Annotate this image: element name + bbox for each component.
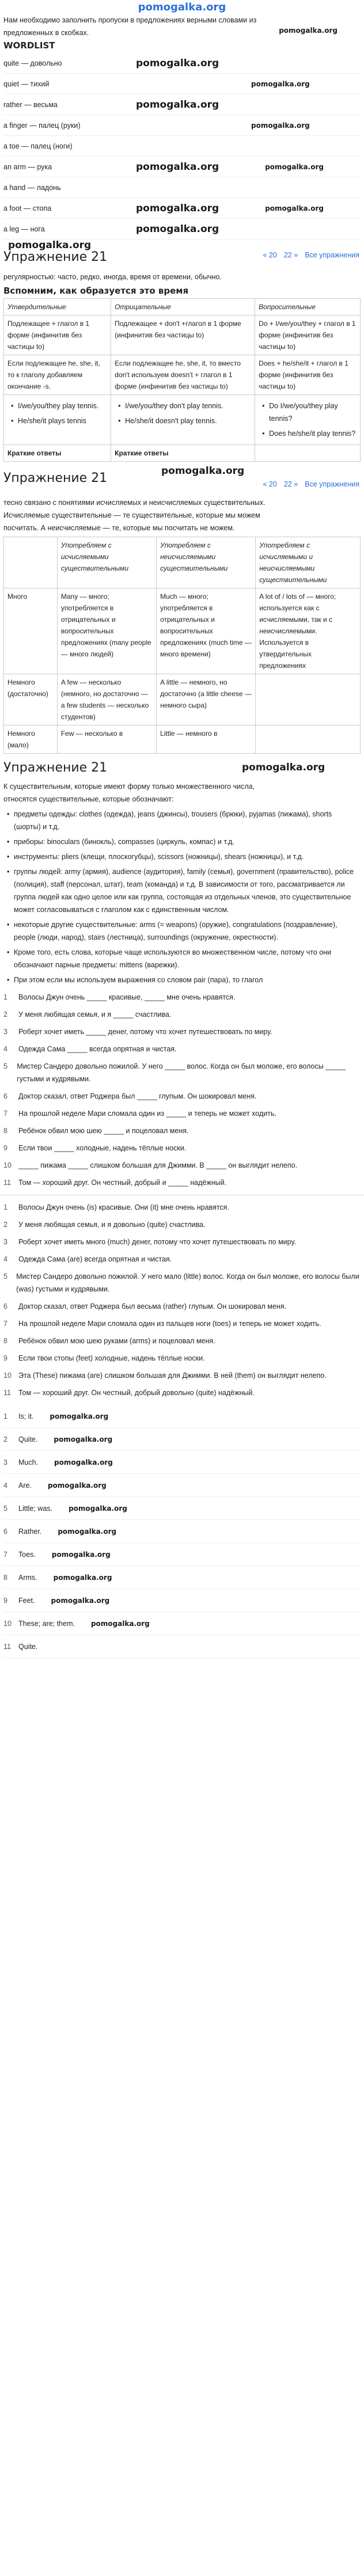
list-item: 7 На прошлой неделе Мари сломала один из пальцев ноги (toes) и теперь не может ходить.	[3, 1315, 361, 1332]
bullet-item: • группы людей: army (армия), audience (аудитория), family (семья), government (правительство), police (полиция), staff (персонал, штат), team (команда) и т.д. В зависимости от того, рассматривается ли группа людей как одно целое или как группа, состоящая из отдельных членов, это существительное может согласовываться с глаголом как с единственным числом.	[3, 865, 361, 916]
rule-text: регулярностью: часто, редко, иногда, время от времени, обычно.	[3, 273, 222, 281]
word-label: rather — весьма	[3, 100, 58, 109]
list-item: 8 Ребёнок обвил мою шею руками (arms) и поцеловал меня.	[3, 1332, 361, 1350]
list-item	[3, 94, 361, 115]
table-row	[4, 674, 361, 725]
watermark: pomogalka.org	[50, 1412, 109, 1420]
intro	[0, 14, 364, 51]
pager	[263, 480, 360, 488]
word-label: quite — довольно	[3, 59, 62, 67]
all-exercises-link[interactable]: Все упражнения	[305, 480, 359, 488]
sentence: На прошлой неделе Мари сломала один из _____ и теперь не может ходить.	[18, 1110, 276, 1118]
table-row	[4, 316, 361, 355]
site-logo: pomogalka.org	[138, 1, 226, 13]
table-cell: Many — много; употребляется в отрицательных и вопросительных предложениях (many people — много людей)	[57, 588, 156, 674]
table-cell: Does + he/she/it + глагол в 1 форме (инфинитив без частицы to)	[255, 355, 361, 395]
pager	[263, 251, 360, 259]
watermark: pomogalka.org	[54, 1435, 113, 1443]
bullet-item: • инструменты: pliers (клещи, плоскогубцы), scissors (ножницы), shears (ножницы), и т.д.	[3, 850, 361, 863]
rule-section-1	[0, 271, 364, 462]
watermark: pomogalka.org	[279, 26, 338, 35]
sentence: Мистер Сандеро довольно пожилой. У него мало (little) волос. Когда он был моложе, его волосы были (was) густыми и кудрявыми.	[16, 1272, 359, 1293]
list-item: 9 Если твои стопы (feet) холодные, надень тёплые носки.	[3, 1350, 361, 1367]
table-row	[4, 725, 361, 754]
answer: Is; it.	[18, 1412, 34, 1420]
example: • Do I/we/you/they play tennis?	[259, 400, 357, 425]
table-cell	[111, 395, 255, 445]
list-item	[3, 74, 361, 94]
rule-text: Исчисляемые существительные — те существительные, которые мы можем	[3, 511, 260, 519]
list-item	[3, 53, 361, 74]
answer-item: 9 Feet. pomogalka.org	[3, 1589, 361, 1612]
watermark: pomogalka.org	[69, 1504, 127, 1513]
answer-item: 6 Rather. pomogalka.org	[3, 1520, 361, 1543]
bullet-item: • предметы одежды: clothes (одежда), jeans (джинсы), trousers (брюки), pyjamas (пижама), shorts (шорты) и т.д.	[3, 808, 361, 833]
sentence: Если твои _____ холодные, надень тёплые носки.	[18, 1144, 187, 1152]
sentence: Если твои стопы (feet) холодные, надень тёплые носки.	[18, 1354, 205, 1362]
sentence: Доктор сказал, ответ Роджера был весьма (rather) глупым. Он шокировал меня.	[18, 1302, 287, 1310]
list-item	[3, 115, 361, 136]
word-label: a toe — палец (ноги)	[3, 142, 73, 150]
list-item	[3, 177, 361, 198]
table-cell: Подлежащее + глагол в 1 форме (инфинитив без частицы to)	[4, 316, 111, 355]
sentence: Эта (These) пижама (are) слишком большая для Джимми. В ней (them) он выглядит нелепо.	[18, 1371, 327, 1380]
intro-line-2: предложенных в скобках.	[3, 29, 89, 37]
list-item: 8 Ребёнок обвил мою шею _____ и поцеловал меня.	[3, 1122, 361, 1139]
sentence: Том — хороший друг. Он честный, добрый довольно (quite) надёжный.	[18, 1389, 255, 1397]
sentence: Одежда Сама (are) всегда опрятная и чистая.	[18, 1255, 172, 1263]
answer: Quite.	[18, 1435, 38, 1443]
list-item: 5 Мистер Сандеро довольно пожилой. У него _____ волос. Когда он был моложе, его волосы _____ густыми и кудрявыми.	[3, 1058, 361, 1088]
word-label: a finger — палец (руки)	[3, 121, 81, 130]
sentence: На прошлой неделе Мари сломала один из пальцев ноги (toes) и теперь не может ходить.	[18, 1320, 321, 1328]
wordlist	[0, 53, 364, 240]
answer: Rather.	[18, 1527, 42, 1536]
exercise-title: Упражнение 21	[3, 471, 108, 485]
sentence: Роберт хочет иметь _____ денег, потому что хочет путешествовать по миру.	[18, 1028, 272, 1036]
sentence: Волосы Джун очень _____ красивые, _____ мне очень нравятся.	[18, 993, 236, 1001]
table-cell	[256, 674, 361, 725]
sentence: Ребёнок обвил мою шею руками (arms) и поцеловал меня.	[18, 1337, 215, 1345]
watermark: pomogalka.org	[51, 1550, 111, 1559]
table-cell: A few — несколько (немного, но достаточно — a few students — несколько студентов)	[57, 674, 156, 725]
table-cell	[4, 395, 111, 445]
rule-text: посчитать. А неисчисляемые — те, которые мы посчитать не можем.	[3, 524, 235, 532]
answer: Are.	[18, 1481, 32, 1490]
list-item: 11 Том — хороший друг. Он честный, добрый довольно (quite) надёжный.	[3, 1384, 361, 1401]
answer-item: 7 Toes. pomogalka.org	[3, 1543, 361, 1566]
table-cell: Little — немного в	[157, 725, 256, 754]
list-item: 4 Одежда Сама (are) всегда опрятная и чистая.	[3, 1251, 361, 1268]
watermark: pomogalka.org	[136, 57, 219, 69]
watermark: pomogalka.org	[47, 1481, 107, 1490]
list-item: 3 Роберт хочет иметь _____ денег, потому что хочет путешествовать по миру.	[3, 1023, 361, 1040]
exercise-title: Упражнение 21	[3, 761, 108, 775]
word-label: a foot — стопа	[3, 204, 52, 212]
list-item: 7 На прошлой неделе Мари сломала один из _____ и теперь не может ходить.	[3, 1105, 361, 1122]
word-label: a leg — нога	[3, 225, 45, 233]
watermark: pomogalka.org	[51, 1596, 110, 1605]
answers-list	[0, 1405, 364, 1658]
list-item: 3 Роберт хочет иметь много (much) денег, потому что хочет путешествовать по миру.	[3, 1233, 361, 1251]
table-cell: Немного (достаточно)	[4, 674, 58, 725]
watermark: pomogalka.org	[90, 1619, 150, 1628]
list-item: 9 Если твои _____ холодные, надень тёплые носки.	[3, 1139, 361, 1157]
table-header: Употребляем с исчисляемыми существительными	[57, 537, 156, 588]
table-cell: A little — немного, но достаточно (a little cheese — немного сыра)	[157, 674, 256, 725]
sentence: У меня любящая семья, и я _____ счастлива.	[18, 1010, 172, 1019]
table-header: Употребляем с неисчисляемыми существительными	[157, 537, 256, 588]
list-item: 6 Доктор сказал, ответ Роджера был весьма (rather) глупым. Он шокировал меня.	[3, 1298, 361, 1315]
table-cell: Много	[4, 588, 58, 674]
table-header: Вопросительные	[255, 299, 361, 316]
sentence: Одежда Сама _____ всегда опрятная и чистая.	[18, 1045, 177, 1053]
answer-item: 2 Quite. pomogalka.org	[3, 1428, 361, 1451]
table-row	[4, 445, 361, 462]
example: • I/we/you/they play tennis.	[7, 400, 107, 412]
sentence: Волосы Джун очень (is) красивые. Они (it) мне очень нравятся.	[18, 1203, 229, 1211]
bullet-item: • некоторые другие существительные: arms (= weapons) (оружие), congratulations (поздравление), people (люди, народ), stairs (лестница), surroundings (окружение, окрестности).	[3, 918, 361, 944]
answer: Much.	[18, 1458, 39, 1466]
answer: Feet.	[18, 1596, 35, 1605]
table-header-row	[4, 299, 361, 316]
sentence: Том — хороший друг. Он честный, добрый и _____ надёжный.	[18, 1179, 227, 1187]
answer-item: 5 Little; was. pomogalka.org	[3, 1497, 361, 1520]
watermark: pomogalka.org	[242, 762, 325, 773]
wordlist-label: WORDLIST	[3, 40, 55, 51]
pager-prev-link[interactable]: « 20	[263, 251, 277, 259]
list-item: 5 Мистер Сандеро довольно пожилой. У него мало (little) волос. Когда он был моложе, его волосы были (was) густыми и кудрявыми.	[3, 1268, 361, 1298]
sentences-list	[0, 989, 364, 1191]
watermark: pomogalka.org	[251, 79, 310, 88]
watermark: pomogalka.org	[54, 1458, 113, 1466]
table-cell: Немного (мало)	[4, 725, 58, 754]
list-item: 2 У меня любящая семья, и я довольно (quite) счастлива.	[3, 1216, 361, 1233]
rule-text: К существительным, которые имеют форму только множественного числа,	[3, 782, 255, 791]
word-label: quiet — тихий	[3, 79, 50, 88]
rule-text: тесно связано с понятиями исчисляемых и неисчисляемых существительных.	[3, 499, 266, 507]
list-item	[3, 157, 361, 177]
table-row	[4, 588, 361, 674]
watermark: pomogalka.org	[265, 162, 324, 171]
answer-item: 1 Is; it. pomogalka.org	[3, 1405, 361, 1428]
watermark: pomogalka.org	[136, 202, 219, 214]
watermark: pomogalka.org	[136, 223, 219, 235]
table-cell: Do + I/we/you/they + глагол в 1 форме (инфинитив без частицы to)	[255, 316, 361, 355]
table-cell: Much — много; употребляется в отрицательных и вопросительных предложениях (much time — много времени)	[157, 588, 256, 674]
table-header: Отрицательные	[111, 299, 255, 316]
sentence: У меня любящая семья, и я довольно (quite) счастлива.	[18, 1221, 206, 1229]
list-item	[3, 219, 361, 240]
exercise-header-1	[0, 240, 364, 271]
rule-title: Вспомним, как образуется это время	[3, 286, 189, 296]
table-cell: Few — несколько в	[57, 725, 156, 754]
table-cell	[255, 445, 361, 462]
word-label: a hand — ладонь	[3, 183, 61, 192]
table-cell: Если подлежащее he, she, it, то вместо don't используем doesn't + глагол в 1 форме (инфинитив без частицы to)	[111, 355, 255, 395]
sentence: Ребёнок обвил мою шею _____ и поцеловал меня.	[18, 1127, 189, 1135]
pager-prev-link[interactable]: « 20	[263, 480, 277, 488]
intro-line-1: Нам необходимо заполнить пропуски в предложениях верными словами из	[3, 16, 257, 24]
answer: Toes.	[18, 1550, 36, 1559]
table-header: Употребляем с исчисляемыми и неисчисляемыми существительными	[256, 537, 361, 588]
sentence: Роберт хочет иметь много (much) денег, потому что хочет путешествовать по миру.	[18, 1238, 296, 1246]
grammar-table	[3, 298, 361, 462]
answer-item: 3 Much. pomogalka.org	[3, 1451, 361, 1474]
answer: Little; was.	[18, 1504, 53, 1513]
list-item: 2 У меня любящая семья, и я _____ счастлива.	[3, 1006, 361, 1023]
list-item: 10 _____ пижама _____ слишком большая для Джимми. В _____ он выглядит нелепо.	[3, 1157, 361, 1174]
sentence: Мистер Сандеро довольно пожилой. У него _____ волос. Когда он был моложе, его волосы _____ густыми и кудрявыми.	[17, 1062, 346, 1083]
rule-section-2	[0, 496, 364, 754]
sentence: Доктор сказал, ответ Роджера был _____ глупым. Он шокировал меня.	[18, 1092, 257, 1100]
table-cell: Подлежащее + don't +глагол в 1 форме (инфинитив без частицы to)	[111, 316, 255, 355]
answer-item: 8 Arms. pomogalka.org	[3, 1566, 361, 1589]
list-item: 1 Волосы Джун очень _____ красивые, _____ мне очень нравятся.	[3, 989, 361, 1006]
pager-next-link[interactable]: 22 »	[283, 480, 298, 488]
note: • Кроме того, есть слова, которые чаще используются во множественном числе, потому что они обозначают парные предметы: mittens (варежки).	[3, 946, 361, 971]
all-exercises-link[interactable]: Все упражнения	[305, 251, 359, 259]
example: • He/she/it doesn't play tennis.	[115, 415, 251, 427]
table-cell: Если подлежащее he, she, it, то к глаголу добавляем окончание -s.	[4, 355, 111, 395]
answer-item: 4 Are. pomogalka.org	[3, 1474, 361, 1497]
list-item: 1 Волосы Джун очень (is) красивые. Они (it) мне очень нравятся.	[3, 1199, 361, 1216]
watermark: pomogalka.org	[8, 240, 92, 251]
exercise-title: Упражнение 21	[3, 250, 108, 264]
table-cell: Краткие ответы	[4, 445, 111, 462]
table-row	[4, 395, 361, 445]
list-item	[3, 198, 361, 219]
note: • При этом если мы используем выражения со словом pair (пара), то глагол	[3, 974, 361, 986]
watermark: pomogalka.org	[136, 98, 219, 111]
answer: Quite.	[18, 1642, 38, 1651]
watermark: pomogalka.org	[58, 1527, 117, 1536]
list-item: 4 Одежда Сама _____ всегда опрятная и чистая.	[3, 1040, 361, 1058]
table-header: Утвердительные	[4, 299, 111, 316]
list-item: 10 Эта (These) пижама (are) слишком большая для Джимми. В ней (them) он выглядит нелепо.	[3, 1367, 361, 1384]
example: • He/she/it plays tennis	[7, 415, 107, 427]
quantifiers-table	[3, 537, 361, 754]
bullet-item: • приборы: binoculars (бинокль), compasses (циркуль, компас) и т.д.	[3, 835, 361, 848]
example: • Does he/she/it play tennis?	[259, 427, 357, 440]
table-header	[4, 537, 58, 588]
table-cell	[255, 395, 361, 445]
watermark: pomogalka.org	[53, 1573, 112, 1582]
word-label: an arm — рука	[3, 162, 52, 171]
watermark: pomogalka.org	[251, 121, 310, 130]
table-cell: Краткие ответы	[111, 445, 255, 462]
table-header-row	[4, 537, 361, 588]
watermark: pomogalka.org	[136, 161, 219, 173]
answer-item: 10 These; are; them. pomogalka.org	[3, 1612, 361, 1635]
table-cell: A lot of / lots of — много; используется как с исчисляемыми, так и с неисчисляемыми. Используется в утвердительных предложениях	[256, 588, 361, 674]
exercise-header-3	[0, 757, 364, 780]
answer: These; are; them.	[18, 1619, 75, 1628]
exercise-header-2	[0, 465, 364, 496]
watermark: pomogalka.org	[265, 204, 324, 212]
list-item: 11 Том — хороший друг. Он честный, добрый и _____ надёжный.	[3, 1174, 361, 1191]
rule-text: относятся существительные, которые обозначают:	[3, 795, 174, 803]
list-item: 6 Доктор сказал, ответ Роджера был _____ глупым. Он шокировал меня.	[3, 1088, 361, 1105]
sentence: _____ пижама _____ слишком большая для Джимми. В _____ он выглядит нелепо.	[18, 1161, 298, 1169]
sentences-ru-list	[0, 1199, 364, 1401]
table-row	[4, 355, 361, 395]
list-item	[3, 136, 361, 157]
watermark: pomogalka.org	[161, 465, 245, 477]
pager-next-link[interactable]: 22 »	[283, 251, 298, 259]
example: • I/we/you/they don't play tennis.	[115, 400, 251, 412]
table-cell	[256, 725, 361, 754]
answer: Arms.	[18, 1573, 37, 1582]
rule-section-3	[0, 780, 364, 986]
answer-item: 11 Quite.	[3, 1635, 361, 1658]
